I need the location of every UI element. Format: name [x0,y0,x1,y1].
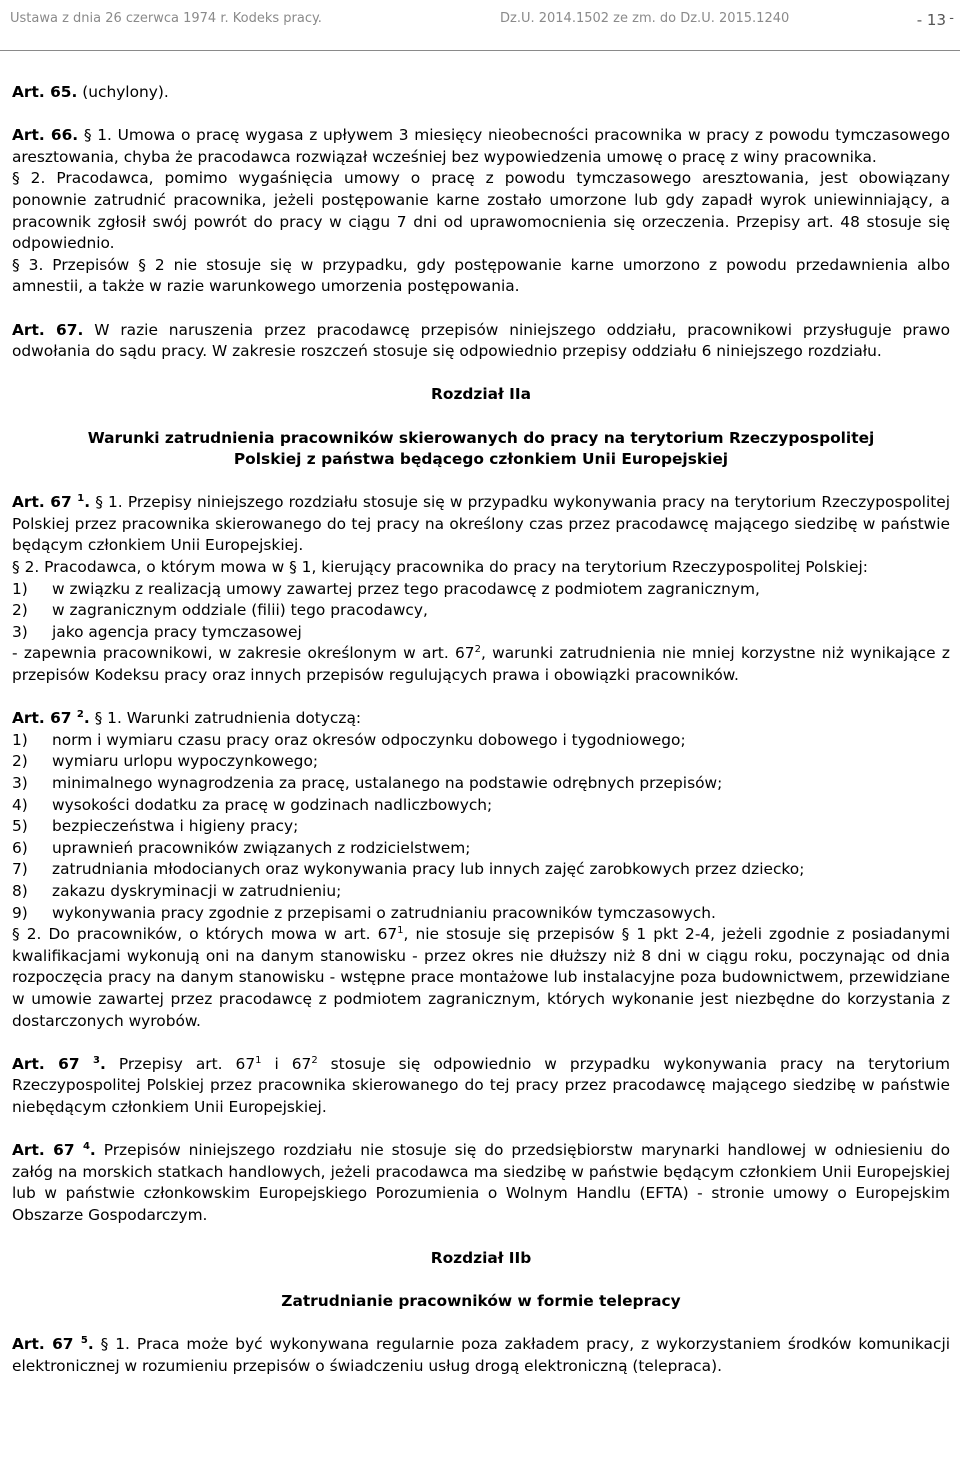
article-66-par-2: § 2. Pracodawca, pomimo wygaśnięcia umowy o pracę z powodu tymczasowego aresztowania, jest obowiązany ponownie zatrudnić pracownika, jeżeli postępowanie karne zostało umorzone lub gdy zapadł wyrok uniewinniający, a pracownik zgłosił swój powrót do pracy w ciągu 7 dni od uprawomocnienia się orzeczenia. Przepisy art. 48 stosuje się odpowiednio. [12,169,951,253]
list-item: 6) uprawnień pracowników związanych z rodzicielstwem; [12,838,471,857]
article-67-3: Art. 67 $^3$. Przepisy art. $67^1$ i $67^2$ stosuje się odpowiednio w przypadku wykonywania pracy na terytorium Rzeczypospolitej Polskiej przez pracownika skierowanego do tej pracy przez pracodawcę mającego siedzibę w państwie niebędącym członkiem Unii Europejskiej. [12,1054,951,1116]
header-journal-reference: Dz.U. 2014.1502 ze zm. do Dz.U. 2015.1240 [500,11,790,26]
article-65: Art. 65. (uchylony). [12,83,169,101]
chapter-2b-title: Rozdział IIb [430,1249,532,1268]
list-item: 1) norm i wymiaru czasu pracy oraz okresów odpoczynku dobowego i tygodniowego; [12,730,686,749]
article-67-1-par-2: § 2. Pracodawca, o którym mowa w § 1, kierujący pracownika do pracy na terytorium Rzeczypospolitej Polskiej: [12,558,868,577]
page-header [0,0,960,40]
article-66-par-1: Art. 66. § 1. Umowa o pracę wygasa z upływem 3 miesięcy nieobecności pracownika w pracy z powodu tymczasowego aresztowania, chyba że pracodawca rozwiązał wcześniej bez wypowiedzenia umowę o pracę z winy pracownika. [12,126,950,166]
list-item: 3) minimalnego wynagrodzenia za pracę, ustalanego na podstawie odrębnych przepisów; [12,774,723,792]
article-67-1-par-1: Art. 67 $^1$. § 1. Przepisy niniejszego rozdziału stosuje się w przypadku wykonywania pracy na terytorium Rzeczypospolitej Polskiej przez pracownika skierowanego do tej pracy na określony czas przez pracodawcę mającego siedzibę w państwie będącym członkiem Unii Europejskiej. [12,493,951,555]
list-item: 4) wysokości dodatku za pracę w godzinach nadliczbowych; [12,795,493,814]
list-item: 8) zakazu dyskryminacji w zatrudnieniu; [12,881,342,900]
list-item: 1) w związku z realizacją umowy zawartej przez tego pracodawcę z podmiotem zagranicznym, [12,579,760,598]
list-item: 9) wykonywania pracy zgodnie z przepisami o zatrudnianiu pracowników tymczasowych. [12,903,716,922]
list-item: 7) zatrudniania młodocianych oraz wykonywania pracy lub innych zajęć zarobkowych przez dziecko; [12,860,805,879]
header-divider [0,50,960,51]
chapter-2a-subtitle: Warunki zatrudnienia pracowników skierowanych do pracy na terytorium Rzeczypospolitej Polskiej z państwa będącego członkiem Unii Europejskiej [87,428,875,469]
header-page-number: - 13 [916,11,946,29]
chapter-2b-subtitle: Zatrudnianie pracowników w formie telepracy [281,1292,681,1311]
list-item: 2) w zagranicznym oddziale (filii) tego pracodawcy, [12,601,428,620]
list-item: 3) jako agencja pracy tymczasowej [12,622,302,641]
list-item: 2) wymiaru urlopu wypoczynkowego; [12,752,319,771]
document-body [12,82,950,1378]
article-67-2-par-2: § 2. Do pracowników, o których mowa w art. $67^1$, nie stosuje się przepisów § 1 pkt 2-4, jeżeli zgodnie z posiadanymi kwalifikacjami wykonują oni na danym stanowisku - przez okres nie dłuższy niż 8 dni w ciągu roku, poczynając od dnia rozpoczęcia pracy na danym stanowisku - wstępne prace montażowe lub instalacyjne poza budownictwem, przewidziane w umowie zawartej przez pracodawcę z podmiotem zagranicznym, których wykonanie jest niezbędne do korzystania z dostarczonych wyrobów. [12,925,950,1030]
article-66-par-3: § 3. Przepisów § 2 nie stosuje się w przypadku, gdy postępowanie karne umorzono z powodu przedawnienia albo amnestii, a także w razie warunkowego umorzenia postępowania. [12,255,950,296]
article-67-4: Art. 67 $^4$. Przepisów niniejszego rozdziału nie stosuje się do przedsiębiorstw marynarki handlowej w odniesieniu do załóg na morskich statkach handlowych, jeżeli pracodawca ma siedzibę w państwie będącym członkiem Unii Europejskiej lub w państwie członkowskim Europejskiego Porozumienia o Wolnym Handlu (EFTA) - stronie umowy o Europejskim Obszarze Gospodarczym. [12,1140,950,1224]
header-dash: - [949,11,954,26]
chapter-2a-title: Rozdział IIa [431,385,531,404]
article-67-1-tail: - zapewnia pracownikowi, w zakresie określonym w art. $67^2$, warunki zatrudnienia nie mniej korzystne niż wynikające z przepisów Kodeksu pracy oraz innych przepisów regulujących prawa i obowiązki pracowników. [12,644,950,685]
header-act-title: Ustawa z dnia 26 czerwca 1974 r. Kodeks pracy. [10,11,322,26]
article-67-2-par-1: Art. 67 $^2$. § 1. Warunki zatrudnienia dotyczą: [12,709,362,728]
article-67-5-par-1: Art. 67 $^5$. § 1. Praca może być wykonywana regularnie poza zakładem pracy, z wykorzystaniem środków komunikacji elektronicznej w rozumieniu przepisów o świadczeniu usług drogą elektroniczną (telepraca). [12,1335,950,1376]
list-item: 5) bezpieczeństwa i higieny pracy; [12,817,299,836]
article-67: Art. 67. W razie naruszenia przez pracodawcę przepisów niniejszego oddziału, pracownikowi przysługuje prawo odwołania do sądu pracy. W zakresie roszczeń stosuje się odpowiednio przepisy oddziału 6 niniejszego rozdziału. [12,320,950,361]
